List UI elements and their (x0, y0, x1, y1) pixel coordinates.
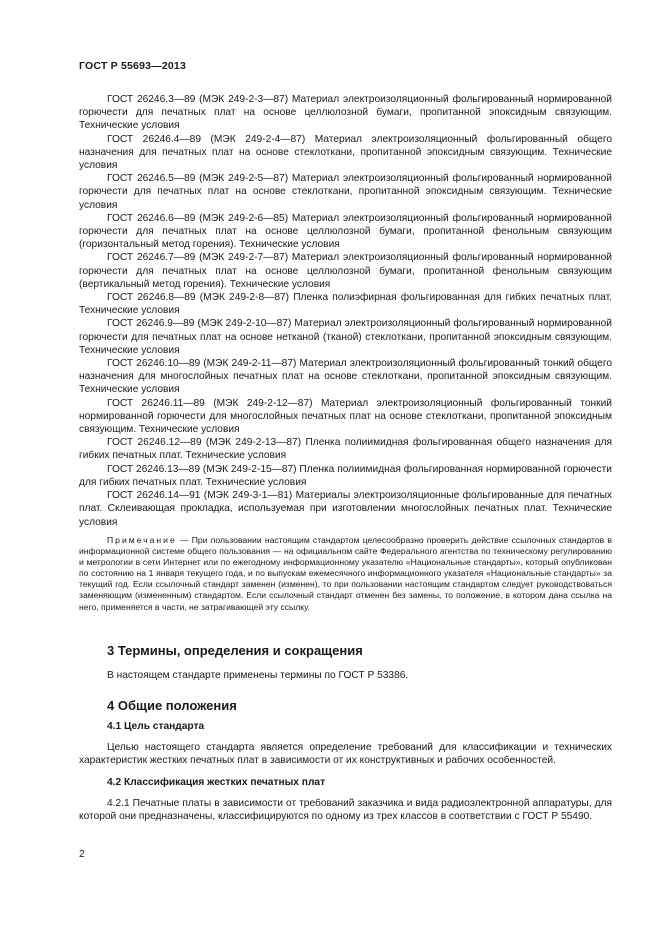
section-4-1-heading: 4.1 Цель стандарта (107, 721, 205, 732)
section-3-heading: 3 Термины, определения и сокращения (107, 643, 363, 658)
section-4-1-body (79, 741, 612, 767)
section-4-2-text: 4.2.1 Печатные платы в зависимости от требований заказчика и вида радиоэлектронной аппаратуры, для которой они предназначены, классифицируются по одному из трех классов в соответствии с ГОСТ Р 55490. (79, 798, 612, 823)
reference-item: ГОСТ 26246.7—89 (МЭК 249-2-7—87) Материал электроизоляционный фольгированный нормированной горючести для печатных плат на основе целлюлозной бумаги, пропитанной фенольным связующим (вертикальный метод горения). Технические условия (79, 252, 612, 290)
references-note (79, 535, 612, 613)
reference-item: ГОСТ 26246.4—89 (МЭК 249-2-4—87) Материал электроизоляционный фольгированный общего назначения для печатных плат на основе стеклоткани, пропитанной эпоксидным связующим. Технические условия (79, 133, 612, 172)
reference-item: ГОСТ 26246.14—91 (МЭК 249-3-1—81) Материалы электроизоляционные фольгированные для печатных плат. Склеивающая прокладка, используемая при изготовлении многослойных печатных плат. Технические условия (79, 490, 612, 528)
document-header: ГОСТ Р 55693—2013 (79, 60, 187, 72)
reference-item: ГОСТ 26246.6—89 (МЭК 249-2-6—85) Материал электроизоляционный фольгированный нормированной горючести для печатных плат на основе целлюлозной бумаги, пропитанной фенольным связующим (горизонтальный метод горения). Технические условия (79, 212, 612, 251)
reference-item: ГОСТ 26246.11—89 (МЭК 249-2-12—87) Материал электроизоляционный фольгированный тонкий нормированной горючести для многослойных печатных плат на основе стеклоткани, пропитанной эпоксидным связующим. Технические условия (79, 397, 612, 436)
page-number: 2 (79, 848, 85, 860)
section-3-body (79, 669, 612, 682)
reference-item: ГОСТ 26246.9—89 (МЭК 249-2-10—87) Материал электроизоляционный фольгированный нормированной горючести для печатных плат на основе нетканой (тканой) стеклоткани, пропитанной эпоксидным связующим. Технические условия (79, 318, 612, 356)
normative-references-list (79, 93, 612, 529)
reference-item: ГОСТ 26246.12—89 (МЭК 249-2-13—87) Пленка полиимидная фольгированная общего назначения для гибких печатных плат. Технические условия (79, 437, 612, 462)
section-3-text: В настоящем стандарте применены термины по ГОСТ Р 53386. (107, 670, 409, 681)
section-4-2-body (79, 797, 612, 823)
reference-item: ГОСТ 26246.13—89 (МЭК 249-2-15—87) Пленка полиимидная фольгированная нормированной горючести для гибких печатных плат. Технические условия (79, 463, 612, 488)
section-4-heading: 4 Общие положения (107, 698, 237, 713)
note-label: Примечание (107, 535, 177, 545)
reference-item: ГОСТ 26246.3—89 (МЭК 249-2-3—87) Материал электроизоляционный фольгированный нормированной горючести для печатных плат на основе целлюлозной бумаги, пропитанной эпоксидным связующим. Технические условия (79, 94, 612, 132)
reference-item: ГОСТ 26246.8—89 (МЭК 249-2-8—87) Пленка полиэфирная фольгированная для гибких печатных плат. Технические условия (79, 292, 612, 317)
reference-item: ГОСТ 26246.5—89 (МЭК 249-2-5—87) Материал электроизоляционный фольгированный нормированной горючести для печатных плат на основе стеклоткани, пропитанной эпоксидным связующим. Технические условия (79, 173, 612, 211)
section-4-1-text: Целью настоящего стандарта является определение требований для классификации и технических характеристик жестких печатных плат в зависимости от их конструктивных и рабочих особенностей. (79, 742, 612, 767)
note-text: — При пользовании настоящим стандартом целесообразно проверить действие ссылочных стандартов в информационной системе общего пользования — на официальном сайте Федерального агентства по техническому регулированию и метрологии в сети Интернет или по ежегодному информационному указателю «Национальные стандарты», который опубликован по состоянию на 1 января текущего года, и по выпускам ежемесячного информационного указателя «Национальные стандарты» за текущий год. Если ссылочный стандарт заменен (изменен), то при пользовании настоящим стандартом следует руководствоваться заменяющим (измененным) стандартом. Если ссылочный стандарт отменен без замены, то положение, в котором дана ссылка на него, применяется в части, не затрагивающей эту ссылку. (79, 535, 612, 612)
reference-item: ГОСТ 26246.10—89 (МЭК 249-2-11—87) Материал электроизоляционный фольгированный тонкий общего назначения для многослойных печатных плат на основе стеклоткани, пропитанной эпоксидным связующим. Технические условия (79, 358, 612, 396)
section-4-2-heading: 4.2 Классификация жестких печатных плат (107, 777, 326, 788)
